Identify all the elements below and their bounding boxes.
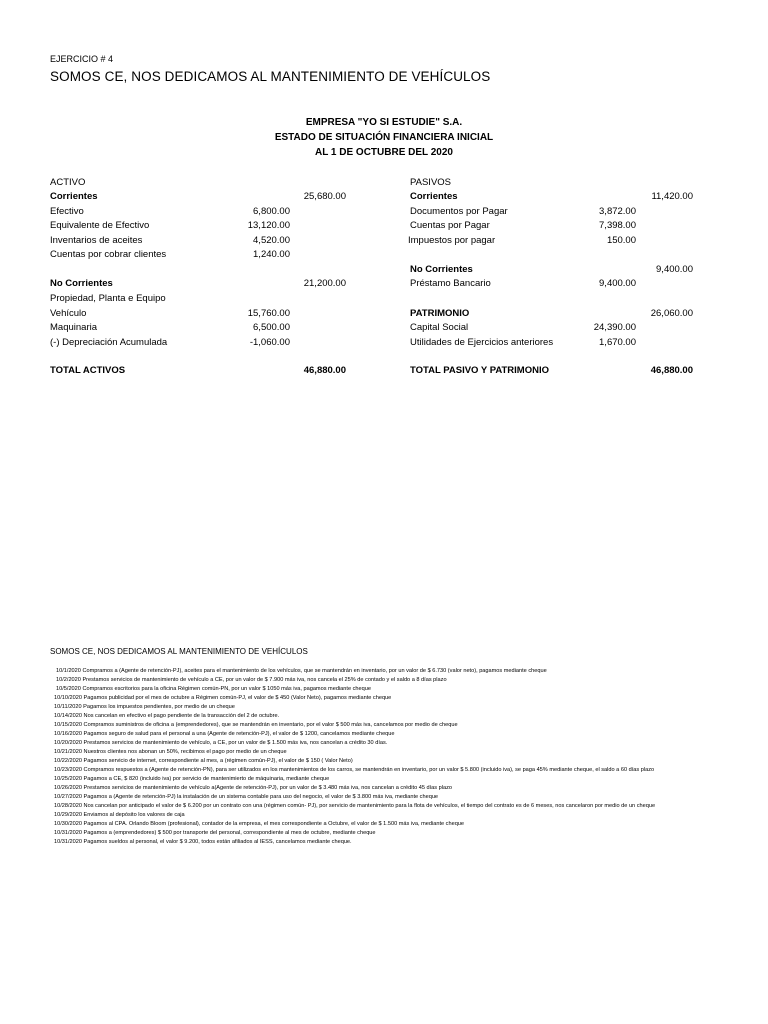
transaction-line: 10/23/2020 Compramos respuestos a (Agente de retención-PN), para ser utilizados en los mantenimientos de los carros, se mantendrán en inventario, por un valor $ 5.800 (incluido iva), se paga 45% mediante cheque, el saldo a 60 días plazo (54, 767, 655, 773)
activo-item-name: Efectivo (50, 206, 84, 217)
activo-corrientes-label: Corrientes (50, 191, 98, 202)
activo-item-name: Equivalente de Efectivo (50, 220, 150, 231)
exercise-number: EJERCICIO # 4 (50, 54, 114, 64)
transaction-line: 10/28/2020 Nos cancelan por anticipado el valor de $ 6.200 por un contrato con una (régimen común- PJ), por servicio de mantenimiento para la flota de vehículos, el tiempo del contrato es de 6 meses, nos cancelaron por medio de un cheque (54, 803, 656, 809)
transactions-title: SOMOS CE, NOS DEDICAMOS AL MANTENIMIENTO DE VEHÍCULOS (50, 647, 308, 656)
transaction-line: 10/2/2020 Prestamos servicios de mantenimiento de vehículo a CE, por un valor de $ 7.900 más iva, nos cancela el 25% de contado y el saldo a 8 días plazo (56, 677, 447, 683)
patrimonio-item-value: 1,670.00 (599, 337, 636, 348)
patrimonio-label: PATRIMONIO (410, 308, 470, 319)
pasivo-item-name: Cuentas por Pagar (410, 220, 490, 231)
pasivo-corrientes-label: Corrientes (410, 191, 458, 202)
transaction-line: 10/27/2020 Pagamos a (Agente de retención-PJ) la instalación de un sistema contable para uso del negocio, el valor de $ 3.800 más iva, mediante cheque (54, 794, 439, 800)
transaction-line: 10/21/2020 Nuestros clientes nos abonan un 50%, recibimos el pago por medio de un cheque (54, 749, 287, 755)
transaction-line: 10/15/2020 Compramos suministros de oficina a (emprendedores), que se mantendrán en inventario, por el valor $ 500 más iva, cancelamos por medio de cheque (54, 722, 458, 728)
activo-item-name: Cuentas por cobrar clientes (50, 249, 167, 260)
transaction-line: 10/25/2020 Pagamos a CE, $ 820 (incluido iva) por servicio de mantenimierto de máquinaria, mediante cheque (54, 776, 330, 782)
patrimonio-total: 26,060.00 (650, 308, 693, 319)
transaction-line: 10/1/2020 Compramos a (Agente de retención-PJ), aceites para el mantenimiento de los vehículos, que se mantendrán en inventario, por un valor de $ 6.730 (valor neto), pagamos mediante cheque (56, 668, 547, 674)
pasivo-item-value: 7,398.00 (599, 220, 636, 231)
pasivo-item-name: Documentos por Pagar (410, 206, 508, 217)
total-pasivo-patrimonio-label: TOTAL PASIVO Y PATRIMONIO (410, 365, 549, 376)
activo-item-name: Inventarios de aceites (50, 235, 143, 246)
document-title: SOMOS CE, NOS DEDICAMOS AL MANTENIMIENTO DE VEHÍCULOS (50, 69, 491, 84)
activo-corrientes-total: 25,680.00 (303, 191, 346, 202)
activo-item-value: 6,500.00 (253, 322, 290, 333)
transaction-line: 10/5/2020 Compramos escritorios para la oficina Régimen común-PN, por un valor $ 1050 más iva, pagamos mediante cheque (56, 686, 371, 692)
activo-no-corrientes-total: 21,200.00 (303, 278, 346, 289)
activo-item-value: 15,760.00 (247, 308, 290, 319)
statement-title: ESTADO DE SITUACIÓN FINANCIERA INICIAL (274, 132, 494, 143)
transaction-line: 10/16/2020 Pagamos seguro de salud para el personal a una (Agente de retención-PJ), el valor de $ 1200, cancelamos mediante cheque (54, 731, 395, 737)
transaction-line: 10/14/2020 Nos cancelan en efectivo el pago pendiente de la transacción del 2 de octubre. (54, 713, 280, 719)
ppe-label: Propiedad, Planta e Equipo (50, 293, 166, 304)
pasivo-item-name: Préstamo Bancario (410, 278, 491, 289)
activo-item-value: -1,060.00 (249, 337, 290, 348)
activo-item-value: 4,520.00 (253, 235, 290, 246)
pasivo-item-name: Impuestos por pagar (408, 235, 496, 246)
pasivo-no-corrientes-label: No Corrientes (410, 264, 473, 275)
activo-item-value: 1,240.00 (253, 249, 290, 260)
pasivo-item-value: 9,400.00 (599, 278, 636, 289)
activo-item-name: (-) Depreciación Acumulada (50, 337, 168, 348)
patrimonio-item-value: 24,390.00 (593, 322, 636, 333)
transaction-line: 10/22/2020 Pagamos servicio de internet, correspondiente al mes, a (régimen común-PJ), el valor de $ 150 ( Valor Neto) (54, 758, 353, 764)
total-pasivo-patrimonio-value: 46,880.00 (650, 365, 693, 376)
transaction-line: 10/10/2020 Pagamos publicidad por el mes de octubre a Régimen común-PJ, el valor de $ 450 (Valor Neto), pagamos mediante cheque (54, 695, 392, 701)
activo-item-value: 13,120.00 (247, 220, 290, 231)
transaction-line: 10/29/2020 Enviamos al depósito los valores de caja (54, 812, 185, 818)
patrimonio-item-name: Capital Social (410, 322, 469, 333)
transaction-line: 10/26/2020 Prestamos servicios de mantenimiento de vehículo a(Agente de retención-PJ), por un valor de $ 3.480 más iva, nos cancelan a crédito 45 días plazo (54, 785, 453, 791)
pasivo-no-corrientes-total: 9,400.00 (656, 264, 693, 275)
transaction-line: 10/30/2020 Pagamos al CPA. Orlando Bloom (profesional), contador de la empresa, el mes correspondiente a Octubre, el valor de $ 1.500 más iva, mediante cheque (54, 821, 465, 827)
pasivo-label: PASIVOS (410, 177, 452, 188)
transaction-line: 10/31/2020 Pagamos sueldos al personal, el valor $ 9.200, todos están afiliados al IESS, cancelamos mediante cheque. (54, 839, 352, 845)
total-activos-label: TOTAL ACTIVOS (50, 365, 126, 376)
activo-no-corrientes-label: No Corrientes (50, 278, 113, 289)
transaction-line: 10/31/2020 Pagamos a (emprendedores) $ 500 por transporte del personal, correspondiente al mes de octubre, mediante cheque (54, 830, 376, 836)
activo-item-name: Vehículo (50, 308, 87, 319)
pasivo-item-value: 3,872.00 (599, 206, 636, 217)
statement-date: AL 1 DE OCTUBRE DEL 2020 (314, 147, 453, 158)
patrimonio-item-name: Utilidades de Ejercicios anteriores (410, 337, 554, 348)
total-activos-value: 46,880.00 (303, 365, 346, 376)
pasivo-corrientes-total: 11,420.00 (651, 191, 693, 202)
transaction-line: 10/20/2020 Prestamos servicios de mantenimiento de vehículo, a CE, por un valor de $ 1.500 más iva, nos cancelan a crédito 30 días. (54, 740, 388, 746)
activo-item-name: Maquinaria (50, 322, 97, 333)
activo-item-value: 6,800.00 (253, 206, 290, 217)
pasivo-item-value: 150.00 (606, 235, 636, 246)
activo-label: ACTIVO (50, 177, 86, 188)
company-name: EMPRESA "YO SI ESTUDIE" S.A. (305, 117, 463, 128)
transaction-line: 10/11/2020 Pagamos los impuestos pendientes, por medio de un cheque (54, 704, 235, 710)
